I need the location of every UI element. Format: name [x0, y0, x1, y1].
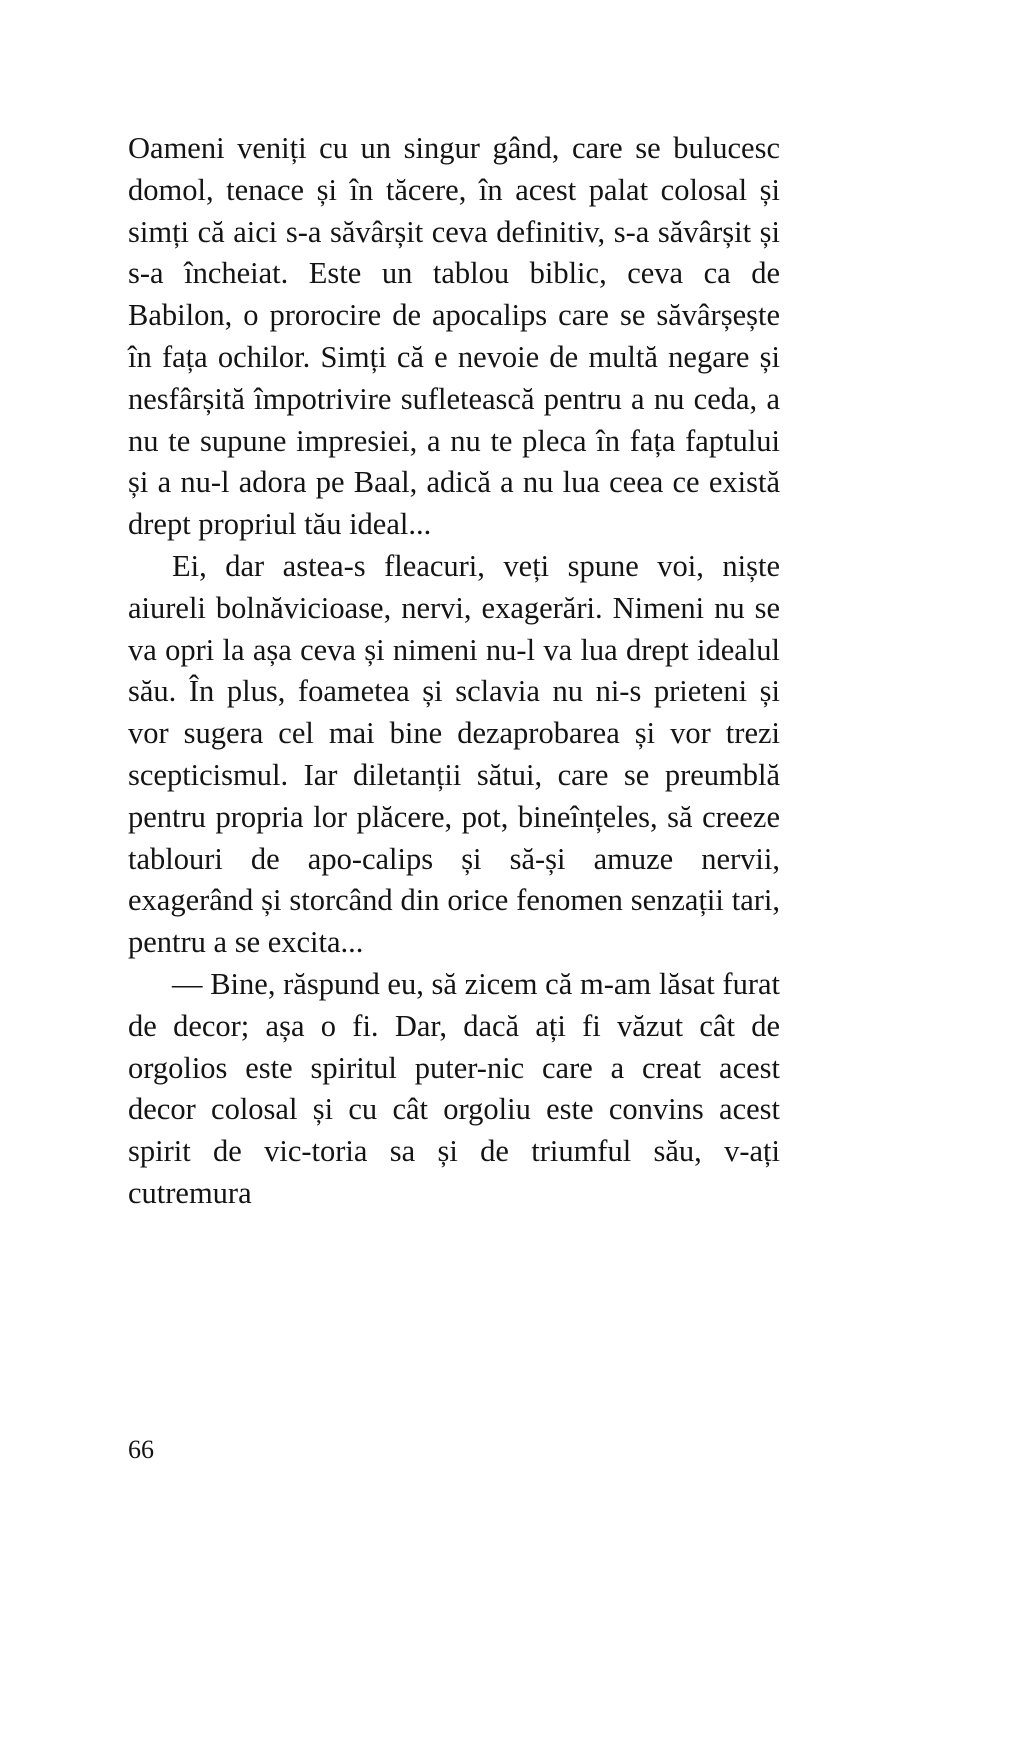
page-number: 66	[128, 1435, 154, 1464]
paragraph-3: — Bine, răspund eu, să zicem că m-am lăsat furat de decor; așa o fi. Dar, dacă ați fi văzut cât de orgolios este spiritul puter-nic care a creat acest decor colosal și cu cât orgoliu este convins acest spirit de vic-toria sa și de triumful său, v-ați cutremura	[128, 966, 780, 1210]
paragraph-2: Ei, dar astea-s fleacuri, veți spune voi, niște aiureli bolnăvicioase, nervi, exagerări. Nimeni nu se va opri la așa ceva și nimeni nu-l va lua drept idealul său. În plus, foametea și sclavia nu ni-s prieteni și vor sugera cel mai bine dezaprobarea și vor trezi scepticismul. Iar diletanții sătui, care se preumblă pentru propria lor plăcere, pot, bineînțeles, să creeze tablouri de apo-calips și să-și amuze nervii, exagerând și storcând din orice fenomen senzații tari, pentru a se excita...	[128, 548, 780, 960]
paragraph-1: Oameni veniți cu un singur gând, care se bulucesc domol, tenace și în tăcere, în acest palat colosal și simți că aici s-a săvârșit ceva definitiv, s-a săvârșit și s-a încheiat. Este un tablou biblic, ceva ca de Babilon, o prorocire de apocalips care se săvârșește în fața ochilor. Simți că e nevoie de multă negare și nesfârșită împotrivire sufletească pentru a nu ceda, a nu te supune impresiei, a nu te pleca în fața faptului și a nu-l adora pe Baal, adică a nu lua ceea ce există drept propriul tău ideal...	[128, 131, 780, 542]
body-text-column	[128, 128, 780, 1215]
